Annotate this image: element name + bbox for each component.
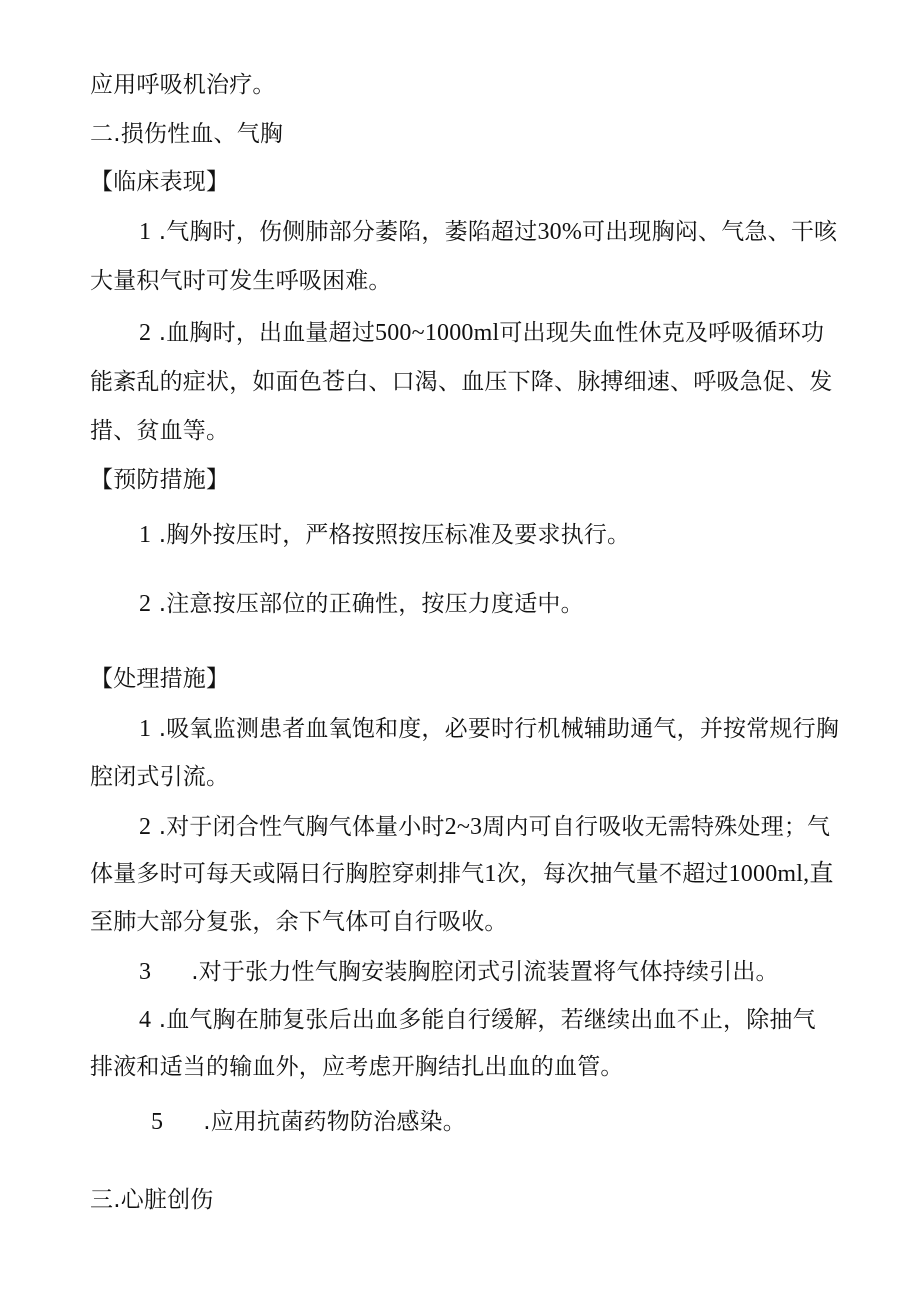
item-text: .胸外按压时，严格按照按压标准及要求执行。 [151, 522, 631, 548]
item-value: 1000ml [728, 861, 804, 887]
text-line: 大量积气时可发生呼吸困难。 [90, 268, 392, 294]
item-number: 2 [139, 591, 152, 617]
treatment-item-2-continued [90, 859, 834, 889]
item-text: 可出现胸闷、气急、干咳 [582, 219, 838, 245]
treatment-item-5 [151, 1107, 466, 1137]
item-text: .血气胸在肺复张后出血多能自行缓解，若继续出血不止，除抽气 [151, 1007, 816, 1033]
item-text: 可出现失血性休克及呼吸循环功 [499, 320, 825, 346]
item-text: .血胸时，出血量超过 [151, 320, 376, 346]
item-number: 4 [139, 1007, 152, 1033]
clinical-item-1 [139, 217, 837, 247]
item-number: 2 [139, 814, 152, 840]
item-number: 1 [139, 219, 152, 245]
section-heading-2: 二.损伤性血、气胸 [90, 121, 284, 147]
item-text: .应用抗菌药物防治感染。 [203, 1109, 466, 1135]
section-heading-3: 三.心脏创伤 [90, 1187, 214, 1213]
item-text: .气胸时，伤侧肺部分萎陷，萎陷超过 [151, 219, 538, 245]
prevention-item-2 [139, 589, 584, 619]
prevention-item-1 [139, 520, 630, 550]
item-number: 5 [151, 1109, 164, 1135]
item-text: 周内可自行吸收无需特殊处理；气 [482, 814, 831, 840]
treatment-item-1 [139, 714, 839, 744]
subheading-clinical: 【临床表现】 [90, 169, 230, 195]
item-text: .对于闭合性气胸气体量小时 [151, 814, 445, 840]
item-text: .注意按压部位的正确性，按压力度适中。 [151, 591, 584, 617]
item-text: .对于张力性气胸安装胸腔闭式引流装置将气体持续引出。 [191, 959, 779, 985]
item-value: 500~1000ml [375, 320, 500, 346]
item-text: .吸氧监测患者血氧饱和度，必要时行机械辅助通气，并按常规行胸 [151, 716, 840, 742]
treatment-item-4 [139, 1005, 816, 1035]
item-value: 1 [484, 861, 497, 887]
text-line: 应用呼吸机治疗。 [90, 72, 276, 98]
clinical-item-2 [139, 318, 824, 348]
treatment-item-3 [139, 957, 779, 987]
text-line: 腔闭式引流。 [90, 764, 230, 790]
item-number: 2 [139, 320, 152, 346]
text-line: 排液和适当的输血外，应考虑开胸结扎出血的血管。 [90, 1054, 624, 1080]
treatment-item-2 [139, 812, 830, 842]
item-text: 体量多时可每天或隔日行胸腔穿刺排气 [90, 861, 485, 887]
text-line: 至肺大部分复张，余下气体可自行吸收。 [90, 909, 508, 935]
item-number: 3 [139, 959, 152, 985]
subheading-treatment: 【处理措施】 [90, 666, 230, 692]
item-text: ,直 [803, 861, 834, 887]
item-value: 2~3 [444, 814, 483, 840]
subheading-prevention: 【预防措施】 [90, 467, 230, 493]
text-line: 措、贫血等。 [90, 418, 230, 444]
item-value: 30% [537, 219, 583, 245]
text-line: 能紊乱的症状，如面色苍白、口渴、血压下降、脉搏细速、呼吸急促、发 [90, 369, 833, 395]
item-text: 次，每次抽气量不超过 [496, 861, 729, 887]
item-number: 1 [139, 522, 152, 548]
item-number: 1 [139, 716, 152, 742]
